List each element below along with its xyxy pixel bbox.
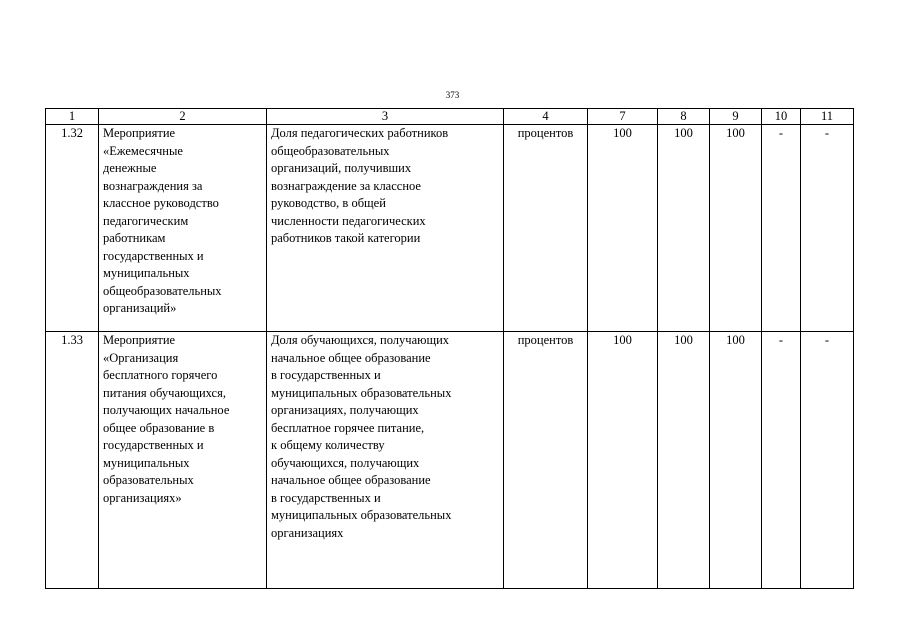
value-col-8: 100 [658, 332, 710, 589]
activity-cell: Мероприятие «Ежемесячные денежные вознаграждения за классное руководство педагогическим работникам государственных и муниципальных общеобразовательных организаций» [99, 125, 267, 332]
header-col-10: 10 [762, 109, 801, 125]
value-col-11: - [801, 125, 854, 332]
table-row [46, 125, 854, 332]
header-col-2: 2 [99, 109, 267, 125]
value-col-8: 100 [658, 125, 710, 332]
header-col-7: 7 [588, 109, 658, 125]
value-col-9: 100 [710, 125, 762, 332]
header-col-3: 3 [267, 109, 504, 125]
header-col-1: 1 [46, 109, 99, 125]
indicator-cell: Доля педагогических работников общеобразовательных организаций, получивших вознаграждение за классное руководство, в общей численности педагогических работников такой категории [267, 125, 504, 332]
unit-cell: процентов [504, 125, 588, 332]
table-row [46, 332, 854, 589]
value-col-7: 100 [588, 332, 658, 589]
row-number: 1.33 [46, 332, 99, 589]
header-col-11: 11 [801, 109, 854, 125]
header-row [46, 109, 854, 125]
header-col-4: 4 [504, 109, 588, 125]
activity-cell: Мероприятие «Организация бесплатного горячего питания обучающихся, получающих начальное общее образование в государственных и муниципальных образовательных организациях» [99, 332, 267, 589]
page-number: 373 [445, 90, 460, 100]
indicators-table [45, 108, 854, 589]
value-col-7: 100 [588, 125, 658, 332]
header-col-9: 9 [710, 109, 762, 125]
value-col-11: - [801, 332, 854, 589]
value-col-10: - [762, 332, 801, 589]
row-number: 1.32 [46, 125, 99, 332]
unit-cell: процентов [504, 332, 588, 589]
header-col-8: 8 [658, 109, 710, 125]
value-col-10: - [762, 125, 801, 332]
indicator-cell: Доля обучающихся, получающих начальное общее образование в государственных и муниципальных образовательных организациях, получающих бесплатное горячее питание, к общему количеству обучающихся, получающих начальное общее образование в государственных и муниципальных образовательных организациях [267, 332, 504, 589]
value-col-9: 100 [710, 332, 762, 589]
